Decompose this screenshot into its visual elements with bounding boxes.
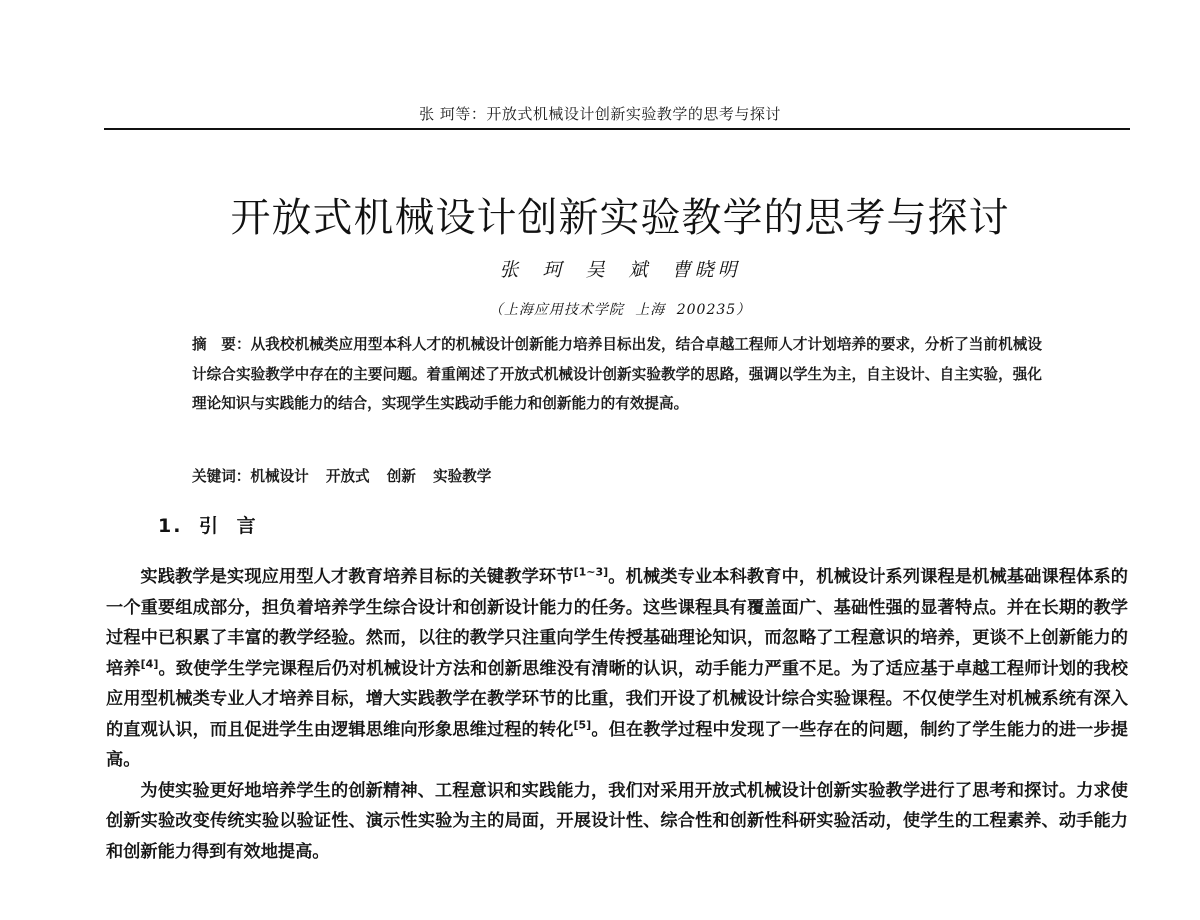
header-rule (104, 128, 1130, 130)
paragraph-text: 为使实验更好地培养学生的创新精神、工程意识和实践能力，我们对采用开放式机械设计创新实验教学进行了思考和探讨。力求使创新实验改变传统实验以验证性、演示性实验为主的局面，开展设计性、综合性和创新性科研实验活动，使学生的工程素养、动手能力和创新能力得到有效地提高。 (106, 780, 1128, 862)
section-heading: 1. 引 言 (158, 515, 258, 537)
abstract-label: 摘 要： (192, 336, 251, 353)
paragraph (106, 776, 1128, 868)
paragraph-text: 。但在教学过程中发现了一些存在的问题，制约了学生能力的进一步提高。 (106, 719, 1128, 770)
abstract (192, 330, 1042, 419)
citation: [1~3] (573, 565, 609, 579)
paper-title: 开放式机械设计创新实验教学的思考与探讨 (230, 195, 1010, 241)
keywords (192, 462, 1042, 491)
running-header: 张 珂等：开放式机械设计创新实验教学的思考与探讨 (419, 105, 781, 123)
citation: [4] (140, 656, 159, 670)
paragraph-text: 实践教学是实现应用型人才教育培养目标的关键教学环节 (140, 567, 574, 587)
body-text (106, 562, 1128, 867)
citation: [5] (573, 717, 592, 731)
keywords-text: 机械设计 开放式 创新 实验教学 (250, 468, 492, 485)
paragraph (106, 562, 1128, 776)
abstract-text: 从我校机械类应用型本科人才的机械设计创新能力培养目标出发，结合卓越工程师人才计划培养的要求，分析了当前机械设计综合实验教学中存在的主要问题。着重阐述了开放式机械设计创新实验教学的思路，强调以学生为主，自主设计、自主实验，强化理论知识与实践能力的结合，实现学生实践动手能力和创新能力的有效提高。 (192, 336, 1042, 412)
paragraph-text: 。机械类专业本科教育中，机械设计系列课程是机械基础课程体系的一个重要组成部分，担负着培养学生综合设计和创新设计能力的任务。这些课程具有覆盖面广、基础性强的显著特点。并在长期的教学过程中已积累了丰富的教学经验。然而，以往的教学只注重向学生传授基础理论知识，而忽略了工程意识的培养，更谈不上创新能力的培养 (106, 567, 1128, 679)
keywords-label: 关键词： (192, 468, 251, 485)
affiliation: （上海应用技术学院 上海 200235） (488, 302, 752, 318)
authors: 张 珂 吴 斌 曹晓明 (499, 259, 741, 281)
paragraph-text: 。致使学生学完课程后仍对机械设计方法和创新思维没有清晰的认识，动手能力严重不足。为了适应基于卓越工程师计划的我校应用型机械类专业人才培养目标，增大实践教学在教学环节的比重，我们开设了机械设计综合实验课程。不仅使学生对机械系统有深入的直观认识，而且促进学生由逻辑思维向形象思维过程的转化 (106, 658, 1128, 740)
